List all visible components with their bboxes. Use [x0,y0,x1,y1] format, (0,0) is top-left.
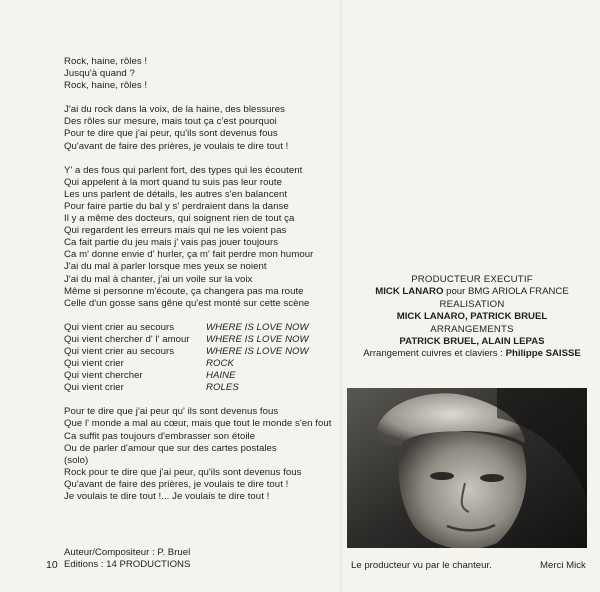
lyric-line: (solo) [64,454,89,466]
lyric-line: Les uns parlent de détails, les autres s'en balancent [64,188,288,200]
brass-keys-label: Arrangement cuivres et claviers : [363,348,506,360]
lyric-line: Celle d'un gosse sans gêne qu'est monté sur cette scène [64,297,310,309]
lyric-line: Pour faire partie du bal y s' perdraient dans la danse [64,200,289,212]
call-text: Qui vient chercher d' l' amour [64,333,190,345]
arrangements-names: PATRICK BRUEL, ALAIN LEPAS [399,336,545,348]
lyric-line: Ca suffit pas toujours d'embrasser son étoile [64,430,256,442]
response-text: WHERE IS LOVE NOW [206,333,309,345]
thanks-note: Merci Mick [540,560,586,571]
author-credit: Auteur/Compositeur : P. Bruel [64,547,191,558]
producer-portrait [347,388,587,548]
lyric-line: Qu'avant de faire des prières, je voulais te dire tout ! [64,140,289,152]
brass-keys-name: Philippe SAISSE [505,348,581,360]
lyric-line: Pour te dire que j'ai peur qu' ils sont devenus fous [64,406,279,418]
call-row [64,382,344,394]
stanza-4 [64,406,344,503]
exec-producer-name: MICK LANARO [375,286,444,298]
call-row [64,322,344,334]
lyric-line: Qui regardent les erreurs mais qui ne les voient pas [64,225,287,237]
lyric-line: Rock, haine, rôles ! [64,56,148,67]
response-text: WHERE IS LOVE NOW [206,345,309,357]
exec-producer-line [344,286,600,298]
call-text: Qui vient crier [64,358,124,370]
lyric-line: Y' a des fous qui parlent fort, des types qui les écoutent [64,164,303,176]
editions-credit: Editions : 14 PRODUCTIONS [64,559,191,571]
call-row [64,346,344,358]
lyric-line: Qu'avant de faire des prières, je voulais te dire tout ! [64,478,289,490]
brass-keys-line [344,348,600,360]
stanza-1 [64,56,344,92]
production-credits [344,274,600,361]
stanza-2 [64,104,344,152]
lyric-line: Rock, haine, rôles ! [64,80,148,92]
call-row [64,370,344,382]
lyric-line: J'ai du rock dans la voix, de la haine, des blessures [64,104,285,116]
portrait-image [347,388,587,548]
lyric-line: Que l' monde a mal au cœur, mais que tout le monde s'en fout [64,418,332,430]
lyric-line: Qui appelent à la mort quand tu suis pas leur route [64,176,283,188]
exec-producer-suffix: pour BMG ARIOLA FRANCE [443,286,569,298]
lyric-line: Pour te dire que j'ai peur, qu'ils sont devenus fous [64,128,278,140]
realisation-names: MICK LANARO, PATRICK BRUEL [396,311,548,323]
call-text: Qui vient crier au secours [64,321,175,333]
lyric-line: Jusqu'à quand ? [64,68,135,80]
lyric-line: Ca m' donne envie d' hurler, ça m' fait perdre mon humour [64,249,314,261]
lyric-line: Même si personne m'écoute, ça changera pas ma route [64,285,304,297]
lyric-line: J'ai du mal à parler lorsque mes yeux se noient [64,261,267,273]
response-text: WHERE IS LOVE NOW [206,321,309,333]
call-response-block [64,322,344,395]
song-credits [64,547,190,571]
call-text: Qui vient crier au secours [64,345,175,357]
call-row [64,358,344,370]
realisation-role: REALISATION [439,298,505,310]
stanza-3 [64,165,344,310]
lyric-line: Ca fait partie du jeu mais j' vais pas jouer toujours [64,237,279,249]
call-text: Qui vient chercher [64,370,143,382]
call-text: Qui vient crier [64,382,124,394]
arrangements-role: ARRANGEMENTS [430,323,514,335]
lyric-line: Ou de parler d'amour que sur des cartes postales [64,442,277,454]
call-row [64,334,344,346]
response-text: ROCK [206,358,234,370]
page-number: 10 [46,559,58,571]
lyric-line: Rock pour te dire que j'ai peur, qu'ils sont devenus fous [64,466,302,478]
photo-caption: Le producteur vu par le chanteur. [351,560,492,571]
lyric-line: Je voulais te dire tout !... Je voulais te dire tout ! [64,491,270,502]
lyric-line: J'ai du mal à chanter, j'ai un voile sur la voix [64,273,253,285]
song-lyrics [64,56,344,515]
lyric-line: Il y a même des docteurs, qui soignent rien de tout ça [64,213,295,225]
response-text: ROLES [206,382,239,394]
exec-producer-role: PRODUCTEUR EXECUTIF [411,274,533,285]
response-text: HAINE [206,370,236,382]
lyric-line: Des rôles sur mesure, mais tout ça c'est pourquoi [64,116,277,128]
